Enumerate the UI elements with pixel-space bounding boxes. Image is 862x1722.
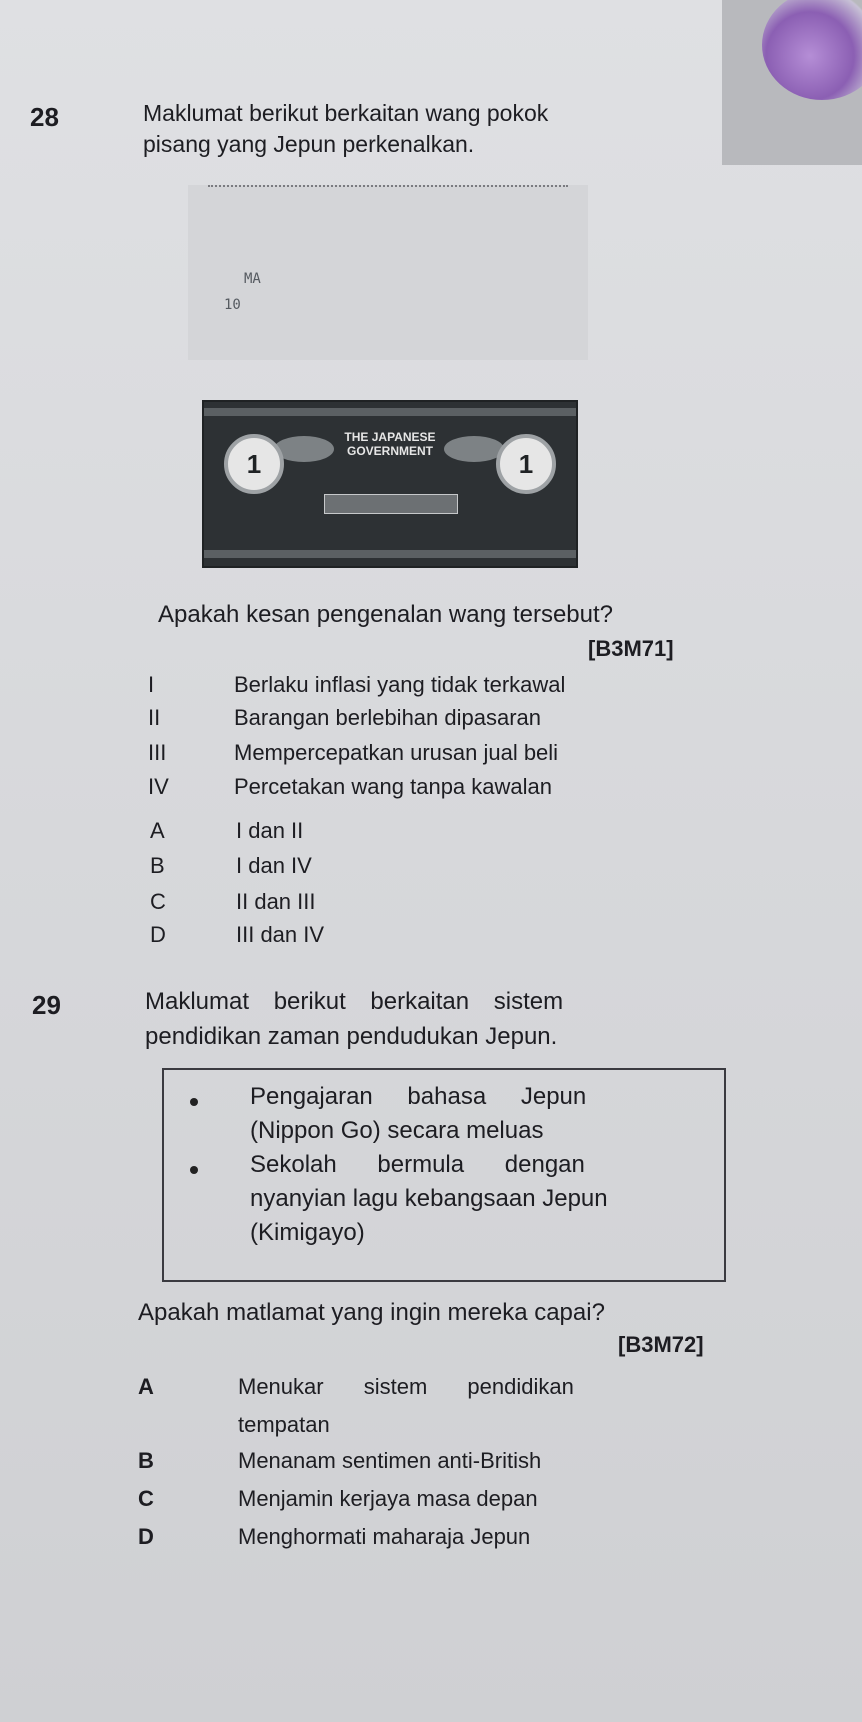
statement-1-label: I: [148, 672, 155, 697]
note1-prefix: MA: [244, 271, 261, 287]
box-line-4: nyanyian lagu kebangsaan Jepun: [250, 1185, 608, 1212]
decorative-corner: [722, 0, 862, 165]
option-28-d-label: D: [150, 922, 166, 947]
option-29-b-label: B: [138, 1448, 154, 1473]
option-29-a-text2: tempatan: [238, 1412, 330, 1437]
question-29-stem-line2: pendidikan zaman pendudukan Jepun.: [145, 1023, 558, 1050]
option-28-c-label: C: [150, 889, 166, 914]
box-line-2: (Nippon Go) secara meluas: [250, 1117, 544, 1144]
option-29-d-text: Menghormati maharaja Jepun: [238, 1524, 531, 1549]
note-center-plaque: [324, 494, 458, 514]
bullet-1: [190, 1098, 198, 1106]
note-top-band: [204, 408, 576, 416]
question-28-code: [B3M71]: [588, 636, 674, 661]
option-29-b-text: Menanam sentimen anti-British: [238, 1448, 542, 1473]
question-28-prompt: Apakah kesan pengenalan wang tersebut?: [158, 601, 614, 628]
statement-4-label: IV: [148, 774, 169, 799]
option-29-a-text: Menukar sistem pendidikan: [238, 1374, 574, 1399]
question-28-number: 28: [30, 102, 59, 132]
box-line-1: Pengajaran bahasa Jepun: [250, 1083, 587, 1110]
question-28-stem-line2: pisang yang Jepun perkenalkan.: [143, 131, 475, 157]
question-29-stem-line1: Maklumat berikut berkaitan sistem: [145, 988, 564, 1015]
question-28-stem-line1: Maklumat berikut berkaitan wang pokok: [143, 100, 549, 126]
question-29-number: 29: [32, 990, 61, 1020]
note-issuer-title: [324, 430, 456, 458]
banknote-image-front: [188, 185, 588, 360]
option-28-d-text: III dan IV: [236, 922, 325, 947]
note-edge: [208, 185, 568, 188]
option-28-a-label: A: [150, 818, 165, 843]
option-29-c-label: C: [138, 1486, 154, 1511]
option-28-c-text: II dan III: [236, 889, 316, 914]
statement-1-text: Berlaku inflasi yang tidak terkawal: [234, 672, 566, 697]
denomination-left: 1: [224, 434, 284, 494]
note-issuer-line2: GOVERNMENT: [346, 444, 433, 458]
statement-4-text: Percetakan wang tanpa kawalan: [234, 774, 552, 799]
info-box: [162, 1068, 726, 1282]
statement-3-label: III: [148, 740, 167, 765]
option-28-b-label: B: [150, 853, 165, 878]
denomination-right: 1: [496, 434, 556, 494]
note-bottom-band: [204, 550, 576, 558]
option-29-c-text: Menjamin kerjaya masa depan: [238, 1486, 538, 1511]
statement-2-text: Barangan berlebihan dipasaran: [234, 705, 542, 730]
option-28-a-text: I dan II: [236, 818, 304, 843]
question-29-code: [B3M72]: [618, 1332, 704, 1357]
statement-2-label: II: [148, 705, 161, 730]
note1-serial: 10: [224, 297, 241, 313]
question-29-prompt: Apakah matlamat yang ingin mereka capai?: [138, 1299, 605, 1326]
box-line-3: Sekolah bermula dengan: [250, 1151, 585, 1178]
option-29-a-label: A: [138, 1374, 154, 1399]
box-line-5: (Kimigayo): [250, 1219, 365, 1246]
note-issuer-line1: THE JAPANESE: [344, 430, 436, 444]
bullet-2: [190, 1166, 198, 1174]
option-29-d-label: D: [138, 1524, 154, 1549]
purple-swirl-decoration: [762, 0, 862, 100]
option-28-b-text: I dan IV: [236, 853, 312, 878]
statement-3-text: Mempercepatkan urusan jual beli: [234, 740, 559, 765]
banknote-image-japanese-government: [202, 400, 578, 568]
